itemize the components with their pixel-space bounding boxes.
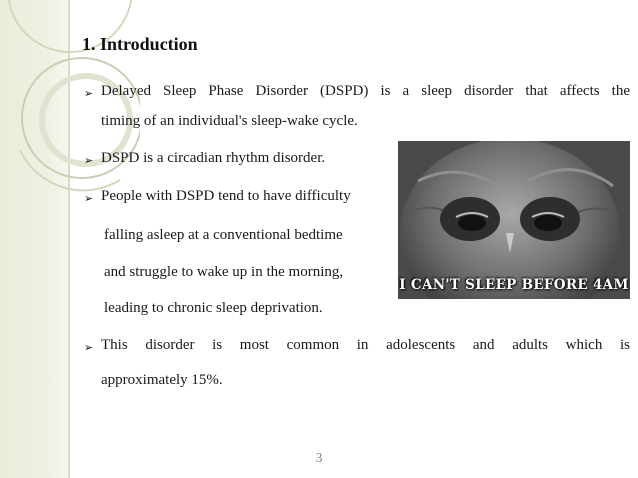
bullet-1-line-1: Delayed Sleep Phase Disorder (DSPD) is a sleep disorder that affects the <box>101 83 630 99</box>
bullet-3-line-2: falling asleep at a conventional bedtime <box>104 227 343 243</box>
bullet-3-line-3: and struggle to wake up in the morning, <box>104 264 344 280</box>
decorative-rings <box>0 0 140 200</box>
bullet-1-line-2: timing of an individual's sleep-wake cycle. <box>101 113 358 129</box>
owl-icon <box>398 141 630 299</box>
bullet-2-line-1: DSPD is a circadian rhythm disorder. <box>101 150 326 166</box>
page-number: 3 <box>315 451 323 466</box>
owl-caption: I CAN'T SLEEP BEFORE 4AM <box>399 277 629 293</box>
slide-title: 1. Introduction <box>82 34 198 54</box>
bullet-arrow-icon: ➢ <box>84 155 94 167</box>
owl-image <box>398 141 630 299</box>
bullet-arrow-icon: ➢ <box>84 88 94 100</box>
bullet-arrow-icon: ➢ <box>84 193 94 205</box>
bullet-3-line-1: People with DSPD tend to have difficulty <box>101 188 351 204</box>
bullet-3-line-4: leading to chronic sleep deprivation. <box>104 300 323 316</box>
bullet-arrow-icon: ➢ <box>84 342 94 354</box>
bullet-4-line-2: approximately 15%. <box>101 372 223 388</box>
bullet-4-line-1: This disorder is most common in adolescents and adults which is <box>101 337 630 353</box>
